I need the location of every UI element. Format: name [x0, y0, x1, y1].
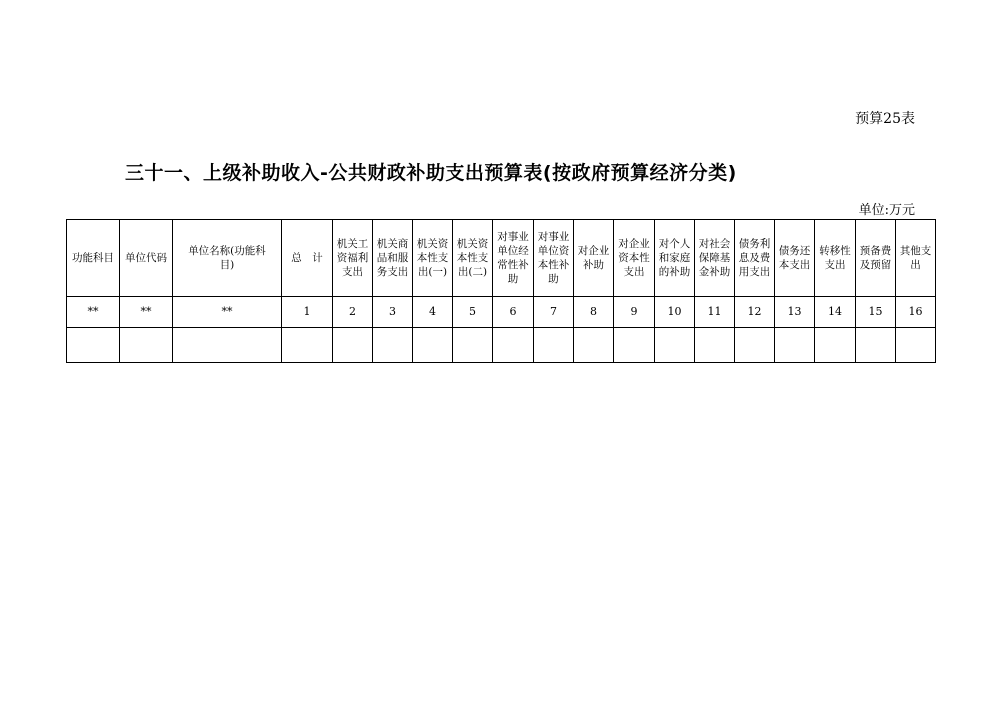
table-cell: 11 [695, 297, 735, 328]
table-cell: 16 [896, 297, 936, 328]
header-cell-goods-services: 机关商品和服务支出 [373, 220, 413, 297]
header-cell-institution-capital: 对事业单位资本性补助 [534, 220, 574, 297]
table-cell: 8 [574, 297, 614, 328]
table-cell [413, 328, 453, 363]
header-cell-reserve: 预备费及预留 [856, 220, 896, 297]
table-cell [453, 328, 493, 363]
table-cell: 4 [413, 297, 453, 328]
table-cell [695, 328, 735, 363]
table-cell [373, 328, 413, 363]
table-cell: ** [173, 297, 282, 328]
header-cell-capital-2: 机关资本性支出(二) [453, 220, 493, 297]
header-cell-debt-interest: 债务利息及费用支出 [735, 220, 775, 297]
unit-label: 单位:万元 [858, 203, 915, 218]
table-cell: 14 [815, 297, 856, 328]
table-cell: ** [120, 297, 173, 328]
table-cell [735, 328, 775, 363]
header-cell-capital-1: 机关资本性支出(一) [413, 220, 453, 297]
table-cell [333, 328, 373, 363]
table-cell: 10 [655, 297, 695, 328]
table-cell: 1 [282, 297, 333, 328]
table-cell: 5 [453, 297, 493, 328]
budget-table [66, 219, 936, 363]
table-cell: 12 [735, 297, 775, 328]
header-cell-enterprise-capital: 对企业资本性支出 [614, 220, 655, 297]
table-cell: 6 [493, 297, 534, 328]
header-cell-function-subject: 功能科目 [67, 220, 120, 297]
header-cell-institution-regular: 对事业单位经常性补助 [493, 220, 534, 297]
header-cell-other: 其他支出 [896, 220, 936, 297]
index-row [67, 297, 936, 328]
table-cell [815, 328, 856, 363]
header-cell-unit-code: 单位代码 [120, 220, 173, 297]
header-cell-social-security: 对社会保障基金补助 [695, 220, 735, 297]
table-cell [896, 328, 936, 363]
table-cell: 2 [333, 297, 373, 328]
header-cell-debt-principal: 债务还本支出 [775, 220, 815, 297]
header-cell-unit-name: 单位名称(功能科目) [173, 220, 282, 297]
header-cell-transfer: 转移性支出 [815, 220, 856, 297]
table-cell: 13 [775, 297, 815, 328]
page-title: 三十一、上级补助收入-公共财政补助支出预算表(按政府预算经济分类) [125, 162, 737, 184]
table-row [67, 328, 936, 363]
table-cell: 3 [373, 297, 413, 328]
table-cell [282, 328, 333, 363]
table-cell: ** [67, 297, 120, 328]
table-cell [775, 328, 815, 363]
table-cell: 15 [856, 297, 896, 328]
header-row [67, 220, 936, 297]
table-cell [493, 328, 534, 363]
table-cell [614, 328, 655, 363]
table-cell [655, 328, 695, 363]
table-cell [574, 328, 614, 363]
header-cell-household-subsidy: 对个人和家庭的补助 [655, 220, 695, 297]
table-cell [856, 328, 896, 363]
header-cell-total: 总 计 [282, 220, 333, 297]
table-number: 预算25表 [855, 111, 915, 127]
table-cell: 7 [534, 297, 574, 328]
table-cell [67, 328, 120, 363]
header-cell-salary: 机关工资福利支出 [333, 220, 373, 297]
table-cell [120, 328, 173, 363]
table-cell: 9 [614, 297, 655, 328]
table-cell [534, 328, 574, 363]
header-cell-enterprise-subsidy: 对企业补助 [574, 220, 614, 297]
table-cell [173, 328, 282, 363]
